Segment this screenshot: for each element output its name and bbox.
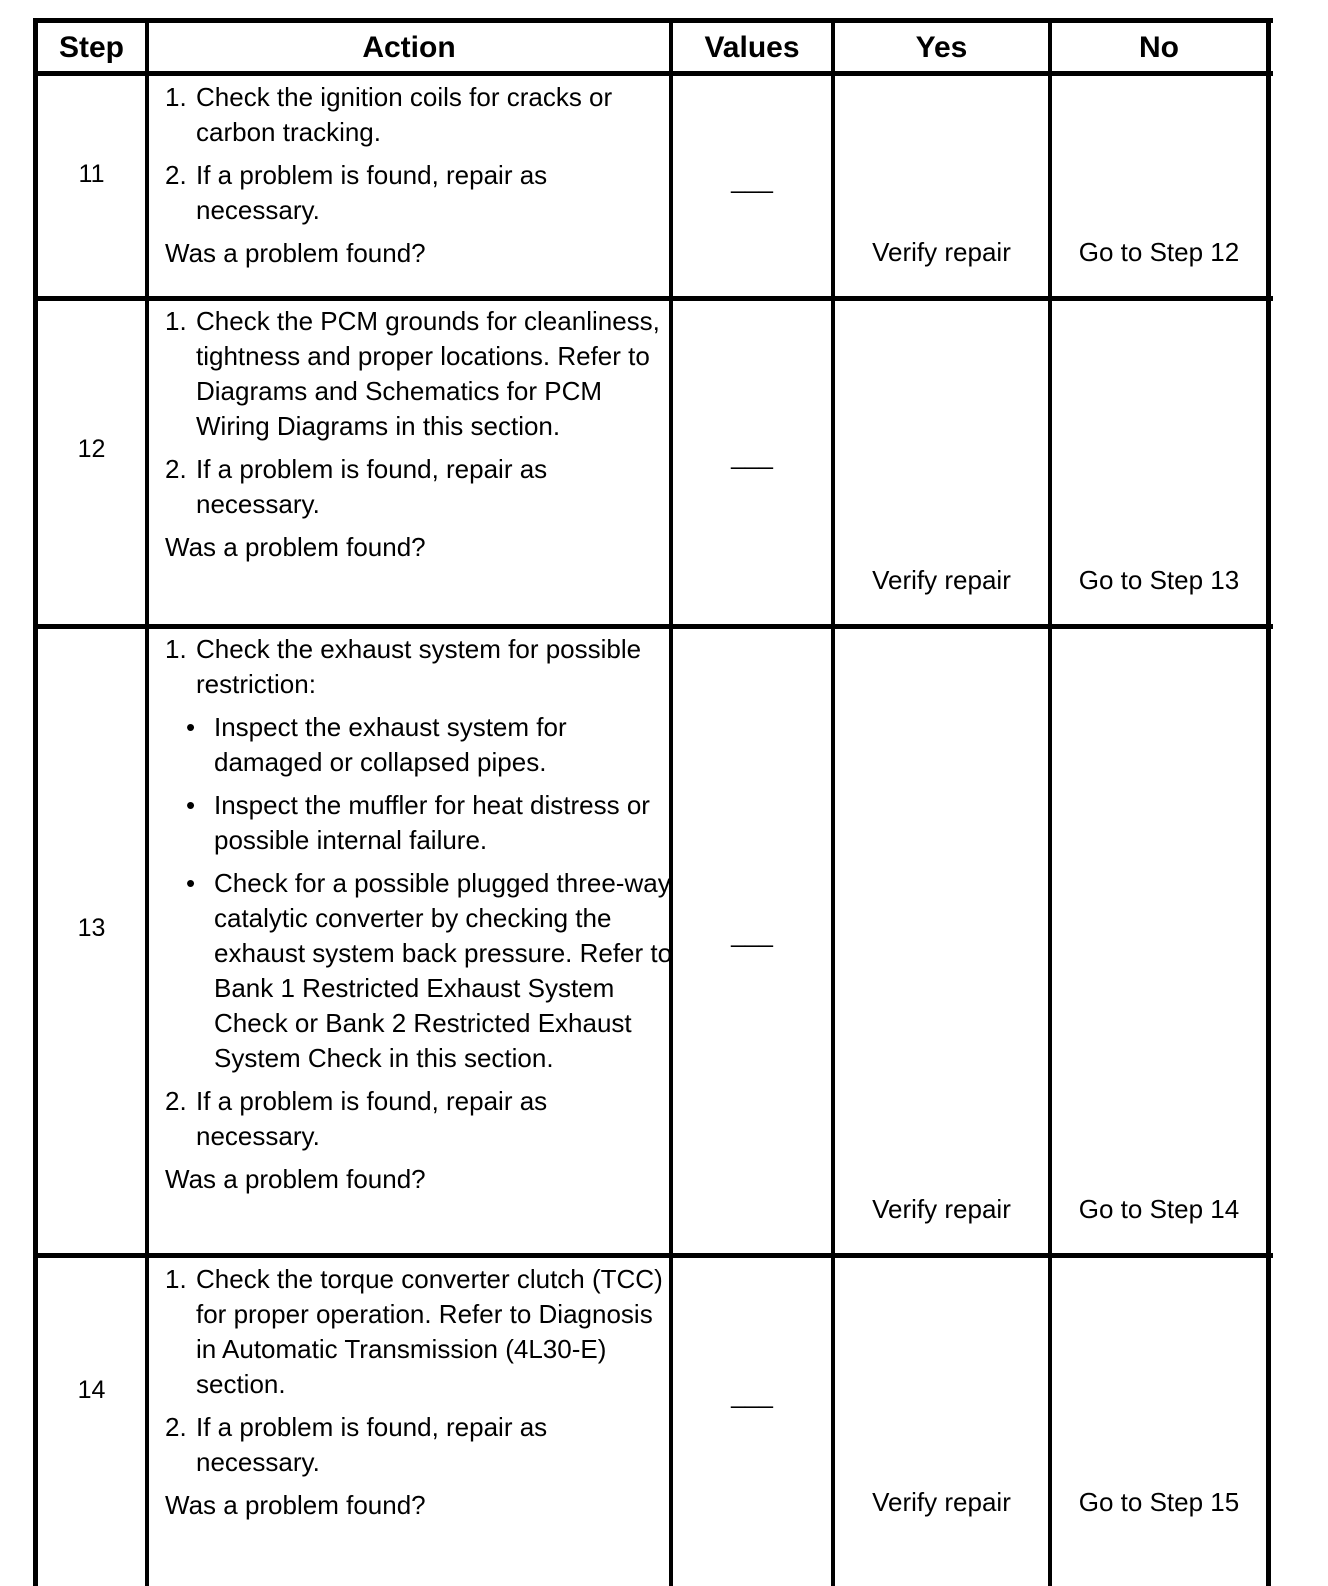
- values-cell: ___: [731, 920, 773, 948]
- header-yes: Yes: [915, 31, 968, 64]
- yes-cell: Verify repair: [872, 565, 1011, 595]
- action-question: Was a problem found?: [165, 1490, 426, 1520]
- bullet-icon: •: [186, 790, 196, 820]
- bullet-text: Inspect the exhaust system for damaged or collapsed pipes.: [214, 712, 567, 777]
- bullet-item: [165, 710, 675, 780]
- yes-cell: Verify repair: [872, 1194, 1011, 1224]
- item-number: 2.: [165, 454, 187, 484]
- step-number: 12: [77, 435, 106, 463]
- yes-cell: Verify repair: [872, 1487, 1011, 1517]
- action-question: Was a problem found?: [165, 1164, 426, 1194]
- item-number: 1.: [165, 306, 187, 336]
- header-bottom-border: [33, 71, 1273, 76]
- action-cell: [165, 304, 675, 565]
- action-item: [165, 632, 675, 702]
- action-item: [165, 452, 675, 522]
- header-no: No: [1139, 31, 1179, 64]
- bullet-text: Check for a possible plugged three-way catalytic converter by checking the exhaust system back pressure. Refer to Bank 1 Restricted Exhaust System Check or Bank 2 Restricted Exhaust System Check in this section.: [214, 868, 673, 1073]
- row-divider: [33, 1253, 1273, 1258]
- action-item: [165, 304, 675, 444]
- item-text: If a problem is found, repair as necessary.: [196, 1412, 548, 1477]
- item-number: 1.: [165, 82, 187, 112]
- header-step: Step: [58, 31, 124, 64]
- column-divider: [145, 18, 149, 1586]
- bullet-icon: •: [186, 868, 196, 898]
- item-text: If a problem is found, repair as necessary.: [196, 454, 548, 519]
- header-values: Values: [704, 31, 800, 64]
- bullet-item: [165, 866, 675, 1076]
- table-left-border: [33, 18, 38, 1586]
- action-cell: [165, 632, 675, 1197]
- action-item: [165, 158, 675, 228]
- action-item: [165, 1410, 675, 1480]
- action-item: [165, 1084, 675, 1154]
- action-cell: [165, 1262, 675, 1523]
- item-text: Check the torque converter clutch (TCC) for proper operation. Refer to Diagnosis in Automatic Transmission (4L30-E) section.: [196, 1264, 663, 1399]
- item-text: If a problem is found, repair as necessary.: [196, 160, 548, 225]
- table-top-border: [33, 18, 1273, 23]
- values-cell: ___: [731, 166, 773, 194]
- item-text: Check the PCM grounds for cleanliness, tightness and proper locations. Refer to Diagrams and Schematics for PCM Wiring Diagrams in this section.: [196, 306, 660, 441]
- row-divider: [33, 296, 1273, 301]
- table-right-border: [1266, 18, 1271, 1586]
- values-cell: ___: [731, 1381, 773, 1409]
- action-question: Was a problem found?: [165, 238, 426, 268]
- yes-cell: Verify repair: [872, 237, 1011, 267]
- no-cell: Go to Step 15: [1078, 1487, 1240, 1517]
- header-action: Action: [362, 31, 456, 64]
- item-number: 2.: [165, 1412, 187, 1442]
- no-cell: Go to Step 14: [1078, 1194, 1240, 1224]
- step-number: 11: [78, 160, 105, 188]
- item-text: Check the exhaust system for possible restriction:: [196, 634, 642, 699]
- item-number: 1.: [165, 634, 187, 664]
- no-cell: Go to Step 13: [1078, 565, 1240, 595]
- item-number: 2.: [165, 160, 187, 190]
- bullet-icon: •: [186, 712, 196, 742]
- action-question: Was a problem found?: [165, 532, 426, 562]
- action-cell: [165, 80, 675, 271]
- item-number: 1.: [165, 1264, 187, 1294]
- no-cell: Go to Step 12: [1078, 237, 1240, 267]
- step-number: 13: [77, 914, 106, 942]
- values-cell: ___: [731, 442, 773, 470]
- item-text: Check the ignition coils for cracks or carbon tracking.: [196, 82, 613, 147]
- step-number: 14: [77, 1376, 106, 1404]
- action-item: [165, 80, 675, 150]
- bullet-text: Inspect the muffler for heat distress or possible internal failure.: [214, 790, 650, 855]
- bullet-item: [165, 788, 675, 858]
- row-divider: [33, 624, 1273, 629]
- action-item: [165, 1262, 675, 1402]
- item-text: If a problem is found, repair as necessary.: [196, 1086, 548, 1151]
- item-number: 2.: [165, 1086, 187, 1116]
